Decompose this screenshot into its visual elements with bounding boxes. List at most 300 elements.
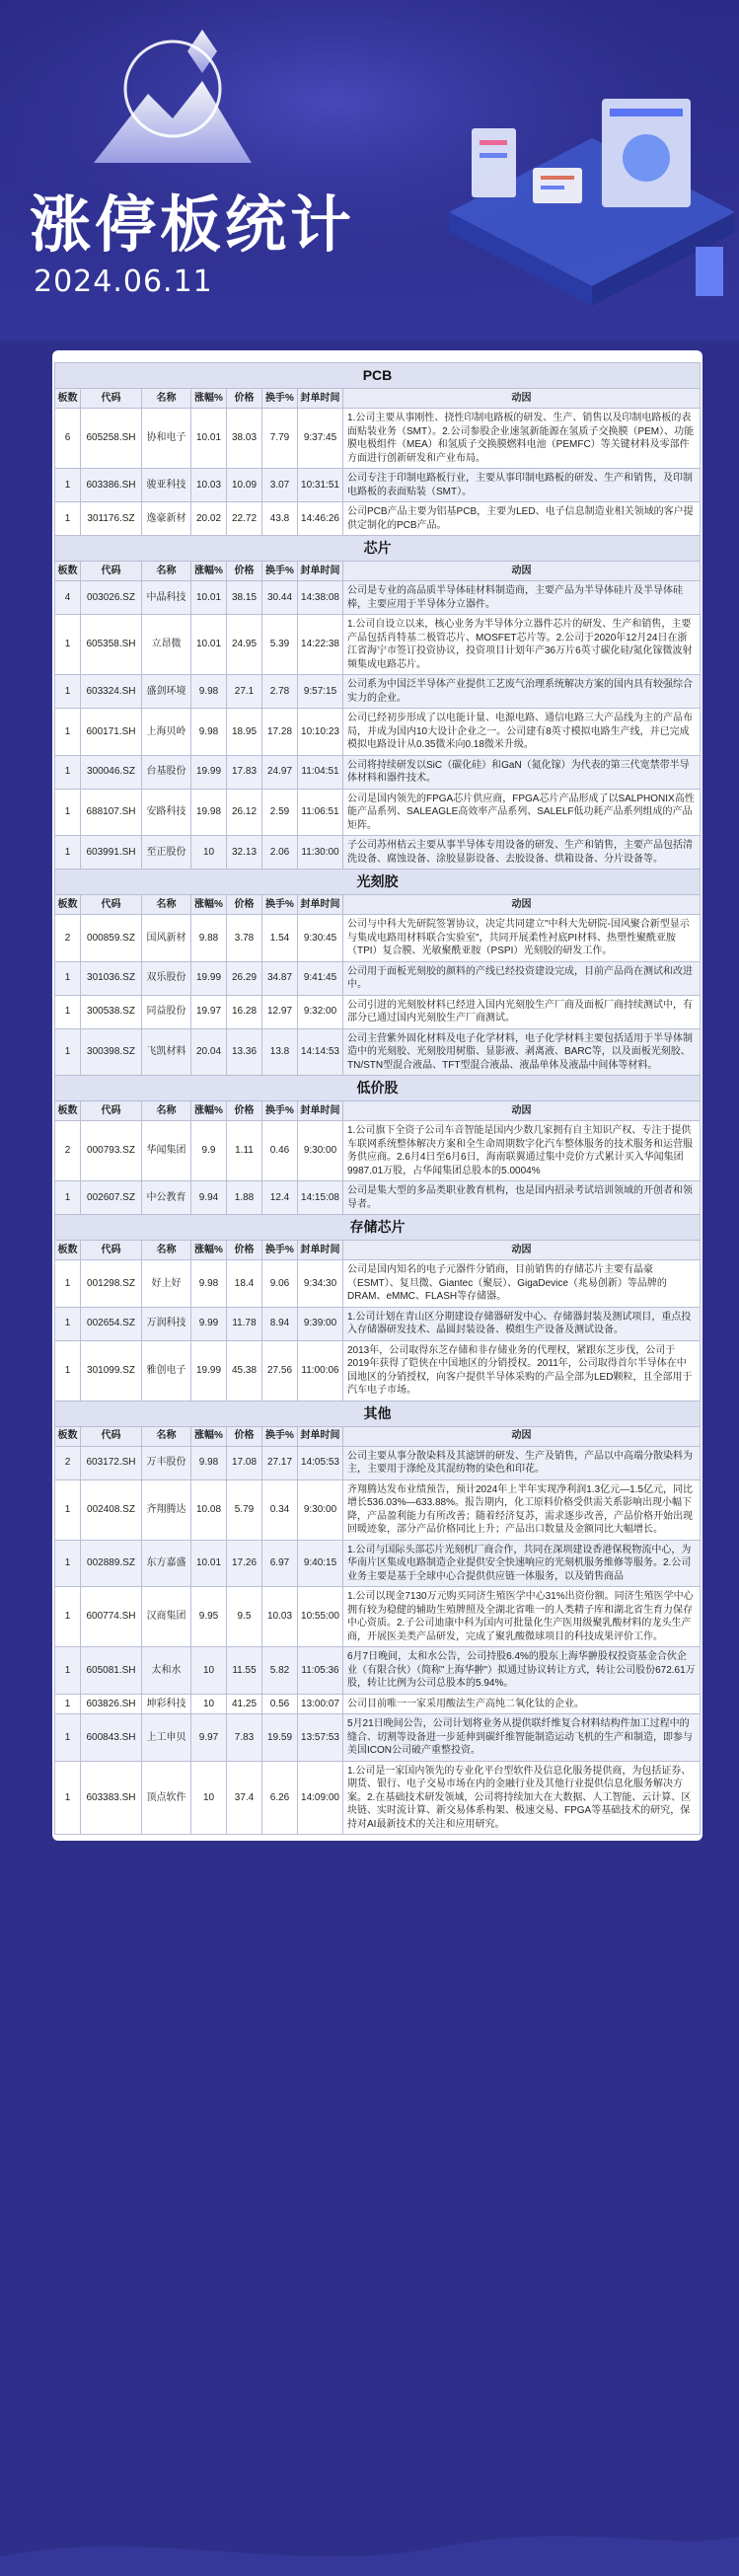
stock-code: 002408.SZ <box>81 1479 142 1540</box>
section-photoresist <box>55 870 701 895</box>
reason: 1.公司是一家国内领先的专业化平台型软件及信息化服务提供商，为包括证券、期货、银行、电子交易市场在内的金融行业及其他行业提供信息化服务解决方案。2.在基础技术研发领域，公司将持续加大在大数据、人工智能、云计算、区块链、实时流计算、新交易体系构架、极速交易、FPGA等基础技术的研究，保持对AI最新技术的关注和应用研究。 <box>343 1761 701 1835</box>
change-pct: 10.08 <box>191 1479 227 1540</box>
header-banner <box>0 0 739 341</box>
seal-time: 13:57:53 <box>298 1714 343 1762</box>
stock-name: 协和电子 <box>142 409 191 469</box>
stock-code: 605081.SH <box>81 1647 142 1695</box>
reason: 子公司苏州桔云主要从事半导体专用设备的研发、生产和销售，主要产品包括清洗设备、腐蚀设备、涂胶显影设备、去胶设备、烘箱设备、分片设备等。 <box>343 836 701 870</box>
reason: 1.公司自设立以来，核心业务为半导体分立器件芯片的研发、生产和销售，主要产品包括肖特基二极管芯片、MOSFET芯片等。2.公司于2020年12月24日在浙江省海宁市签订投资协议，投资项目计划年产36万片6英寸碳化硅/氮化镓微波射频集成电路芯片。 <box>343 615 701 675</box>
price: 11.55 <box>227 1647 262 1695</box>
board-count: 1 <box>55 1340 81 1401</box>
table-row <box>55 1307 701 1340</box>
stock-name: 坤彩科技 <box>142 1694 191 1714</box>
change-pct: 9.94 <box>191 1181 227 1215</box>
board-count: 1 <box>55 1181 81 1215</box>
turnover: 8.94 <box>262 1307 298 1340</box>
stock-code: 300538.SZ <box>81 995 142 1028</box>
change-pct: 10.03 <box>191 469 227 502</box>
report-date: 2024.06.11 <box>34 265 213 299</box>
seal-time: 10:31:51 <box>298 469 343 502</box>
section-title: 存储芯片 <box>55 1215 701 1241</box>
seal-time: 14:05:53 <box>298 1446 343 1479</box>
reason: 公司主营紫外固化材料及电子化学材料，电子化学材料主要包括适用于半导体制造中的光刻胶、光刻胶用树脂、显影液、剥离液、BARC等，以及面板光刻胶、TN/STN型混合液晶、TFT型混合液晶、液晶单体及液晶中间体等材料。 <box>343 1028 701 1076</box>
col-price: 价格 <box>227 1101 262 1121</box>
col-seal-time: 封单时间 <box>298 389 343 409</box>
seal-time: 11:05:36 <box>298 1647 343 1695</box>
stock-code: 000793.SZ <box>81 1121 142 1181</box>
board-count: 1 <box>55 675 81 709</box>
board-count: 1 <box>55 1028 81 1076</box>
section-memory-chip <box>55 1215 701 1241</box>
stock-name: 至正股份 <box>142 836 191 870</box>
reason: 公司用于面板光刻胶的颜料的产线已经投资建设完成，目前产品尚在测试和改进中。 <box>343 961 701 995</box>
turnover: 27.56 <box>262 1340 298 1401</box>
seal-time: 9:30:00 <box>298 1121 343 1181</box>
price: 38.15 <box>227 581 262 615</box>
col-name: 名称 <box>142 1241 191 1260</box>
section-other <box>55 1401 701 1426</box>
turnover: 5.39 <box>262 615 298 675</box>
change-pct: 19.98 <box>191 789 227 836</box>
turnover: 17.28 <box>262 709 298 756</box>
col-change-pct: 涨幅% <box>191 1101 227 1121</box>
reason: 公司是集大型的多品类职业教育机构，也是国内招录考试培训领域的开创者和领导者。 <box>343 1181 701 1215</box>
change-pct: 9.95 <box>191 1587 227 1647</box>
table-row <box>55 1028 701 1076</box>
seal-time: 9:39:00 <box>298 1307 343 1340</box>
col-change-pct: 涨幅% <box>191 562 227 581</box>
change-pct: 10 <box>191 1694 227 1714</box>
stock-name: 逸豪新材 <box>142 502 191 536</box>
seal-time: 11:30:00 <box>298 836 343 870</box>
stock-code: 603386.SH <box>81 469 142 502</box>
turnover: 27.17 <box>262 1446 298 1479</box>
table-row <box>55 1714 701 1762</box>
table-row <box>55 1761 701 1835</box>
col-price: 价格 <box>227 562 262 581</box>
col-name: 名称 <box>142 562 191 581</box>
reason: 5月21日晚间公告，公司计划将业务从提供联纤维复合材料结构件加工过程中的缝合、切割等设备进一步延伸到碳纤维智能制造运动飞机的生产和制造，即参与美国ICON公司破产重整投资。 <box>343 1714 701 1762</box>
stock-code: 002889.SZ <box>81 1540 142 1587</box>
stock-code: 000859.SZ <box>81 915 142 962</box>
stock-name: 中晶科技 <box>142 581 191 615</box>
col-seal-time: 封单时间 <box>298 562 343 581</box>
reason: 6月7日晚间，太和水公告，公司持股6.4%的股东上海华翀股权投资基金合伙企业（有限合伙）（简称"上海华翀"）拟通过协议转让方式，转让公司股份672.61万股，转让比例为公司总股本的5.94%。 <box>343 1647 701 1695</box>
table-row <box>55 709 701 756</box>
turnover: 1.54 <box>262 915 298 962</box>
reason: 公司引进的光刻胶材料已经进入国内光刻胶生产厂商及面板厂商持续测试中，有部分已通过国内光刻胶生产厂商测试。 <box>343 995 701 1028</box>
stock-code: 003026.SZ <box>81 581 142 615</box>
column-header-row <box>55 895 701 915</box>
seal-time: 14:14:53 <box>298 1028 343 1076</box>
col-reason: 动因 <box>343 895 701 915</box>
stock-code: 603826.SH <box>81 1694 142 1714</box>
price: 18.95 <box>227 709 262 756</box>
stock-code: 300398.SZ <box>81 1028 142 1076</box>
table-row <box>55 1121 701 1181</box>
turnover: 0.56 <box>262 1694 298 1714</box>
section-title: 低价股 <box>55 1076 701 1101</box>
board-count: 1 <box>55 1540 81 1587</box>
board-count: 1 <box>55 1479 81 1540</box>
reason: 齐翔腾达发布业绩预告，预计2024年上半年实现净利润1.3亿元—1.5亿元，同比增长536.03%—633.88%。报告期内，化工原料价格受供需关系影响出现小幅下降，产品盈利能力有所改善；随着经济复苏，需求逐步改善，产品价格开始出现回暖迹象，部分产品价格同比上升；产品出口数量及金额同比大幅增长。 <box>343 1479 701 1540</box>
stock-name: 华闻集团 <box>142 1121 191 1181</box>
page-title: 涨停板统计 <box>30 189 356 261</box>
stock-code: 600774.SH <box>81 1587 142 1647</box>
stock-code: 301099.SZ <box>81 1340 142 1401</box>
stock-name: 上工申贝 <box>142 1714 191 1762</box>
table-row <box>55 1647 701 1695</box>
footer-wave-decoration <box>0 2517 739 2576</box>
change-pct: 10 <box>191 836 227 870</box>
reason: 1.公司计划在青山区分期建设存储器研发中心、存储器封装及测试项目，重点投入存储器研发技术、晶圆封装设备、模组生产设备及测试设备。 <box>343 1307 701 1340</box>
seal-time: 9:57:15 <box>298 675 343 709</box>
change-pct: 10 <box>191 1761 227 1835</box>
turnover: 13.8 <box>262 1028 298 1076</box>
turnover: 10.03 <box>262 1587 298 1647</box>
col-name: 名称 <box>142 1426 191 1446</box>
seal-time: 14:46:26 <box>298 502 343 536</box>
table-row <box>55 1340 701 1401</box>
reason: 公司是专业的高品质半导体硅材料制造商，主要产品为半导体硅片及半导体硅棒，主要应用于半导体分立器件。 <box>343 581 701 615</box>
change-pct: 10.01 <box>191 1540 227 1587</box>
reason: 1.公司与国际头部芯片光刻机厂商合作，共同在深圳建设香港保税物流中心，为华南片区集成电路制造企业提供安全快速响应的光刻机服务维修等服务。2.公司业务主要是基于全球中心合提供供应链一体服务，以及销售商品 <box>343 1540 701 1587</box>
turnover: 24.97 <box>262 755 298 789</box>
table-row <box>55 1260 701 1308</box>
turnover: 2.59 <box>262 789 298 836</box>
stock-code: 603383.SH <box>81 1761 142 1835</box>
stock-name: 国风新材 <box>142 915 191 962</box>
turnover: 19.59 <box>262 1714 298 1762</box>
col-change-pct: 涨幅% <box>191 1241 227 1260</box>
turnover: 0.34 <box>262 1479 298 1540</box>
col-change-pct: 涨幅% <box>191 389 227 409</box>
change-pct: 19.99 <box>191 755 227 789</box>
price: 17.08 <box>227 1446 262 1479</box>
stock-code: 002654.SZ <box>81 1307 142 1340</box>
col-code: 代码 <box>81 562 142 581</box>
col-turnover: 换手% <box>262 389 298 409</box>
seal-time: 9:41:45 <box>298 961 343 995</box>
seal-time: 9:40:15 <box>298 1540 343 1587</box>
change-pct: 20.02 <box>191 502 227 536</box>
change-pct: 20.04 <box>191 1028 227 1076</box>
section-pcb <box>55 363 701 389</box>
board-count: 1 <box>55 961 81 995</box>
board-count: 1 <box>55 709 81 756</box>
col-code: 代码 <box>81 1101 142 1121</box>
price: 41.25 <box>227 1694 262 1714</box>
table-row <box>55 469 701 502</box>
section-low-price <box>55 1076 701 1101</box>
price: 37.4 <box>227 1761 262 1835</box>
board-count: 1 <box>55 1260 81 1308</box>
table-row <box>55 755 701 789</box>
stock-name: 骏亚科技 <box>142 469 191 502</box>
column-header-row <box>55 389 701 409</box>
stock-name: 同益股份 <box>142 995 191 1028</box>
stock-name: 台基股份 <box>142 755 191 789</box>
table-row <box>55 1587 701 1647</box>
col-seal-time: 封单时间 <box>298 895 343 915</box>
col-reason: 动因 <box>343 1241 701 1260</box>
stock-name: 安路科技 <box>142 789 191 836</box>
turnover: 12.97 <box>262 995 298 1028</box>
limit-up-table-card <box>52 350 702 1841</box>
stock-code: 300046.SZ <box>81 755 142 789</box>
seal-time: 11:04:51 <box>298 755 343 789</box>
board-count: 2 <box>55 915 81 962</box>
stock-name: 上海贝岭 <box>142 709 191 756</box>
change-pct: 9.9 <box>191 1121 227 1181</box>
table-row <box>55 615 701 675</box>
table-body <box>55 363 701 1835</box>
board-count: 1 <box>55 995 81 1028</box>
col-price: 价格 <box>227 1241 262 1260</box>
stock-name: 万润科技 <box>142 1307 191 1340</box>
col-turnover: 换手% <box>262 1426 298 1446</box>
reason: 公司将持续研发以SiC（碳化硅）和GaN（氮化镓）为代表的第三代宽禁带半导体材料和器件技术。 <box>343 755 701 789</box>
price: 38.03 <box>227 409 262 469</box>
col-code: 代码 <box>81 389 142 409</box>
stock-code: 001298.SZ <box>81 1260 142 1308</box>
turnover: 6.97 <box>262 1540 298 1587</box>
column-header-row <box>55 1241 701 1260</box>
turnover: 43.8 <box>262 502 298 536</box>
col-reason: 动因 <box>343 389 701 409</box>
stock-code: 002607.SZ <box>81 1181 142 1215</box>
board-count: 1 <box>55 1647 81 1695</box>
change-pct: 9.98 <box>191 675 227 709</box>
col-reason: 动因 <box>343 562 701 581</box>
price: 1.11 <box>227 1121 262 1181</box>
price: 3.78 <box>227 915 262 962</box>
reason: 公司是国内领先的FPGA芯片供应商，FPGA芯片产品形成了以SALPHONIX高性能产品系列、SALEAGLE高效率产品系列、SALELF低功耗产品系列组成的产品矩阵。 <box>343 789 701 836</box>
board-count: 1 <box>55 789 81 836</box>
turnover: 0.46 <box>262 1121 298 1181</box>
stock-name: 好上好 <box>142 1260 191 1308</box>
change-pct: 10.01 <box>191 581 227 615</box>
price: 17.83 <box>227 755 262 789</box>
price: 32.13 <box>227 836 262 870</box>
table-row <box>55 915 701 962</box>
seal-time: 9:37:45 <box>298 409 343 469</box>
limit-up-table <box>54 362 701 1835</box>
board-count: 2 <box>55 1446 81 1479</box>
col-board-count: 板数 <box>55 1241 81 1260</box>
stock-name: 双乐股份 <box>142 961 191 995</box>
stock-name: 太和水 <box>142 1647 191 1695</box>
col-code: 代码 <box>81 1426 142 1446</box>
seal-time: 9:34:30 <box>298 1260 343 1308</box>
seal-time: 10:55:00 <box>298 1587 343 1647</box>
stock-code: 605258.SH <box>81 409 142 469</box>
col-seal-time: 封单时间 <box>298 1426 343 1446</box>
col-reason: 动因 <box>343 1101 701 1121</box>
turnover: 3.07 <box>262 469 298 502</box>
price: 26.12 <box>227 789 262 836</box>
stock-code: 603172.SH <box>81 1446 142 1479</box>
col-board-count: 板数 <box>55 389 81 409</box>
section-title: 其他 <box>55 1401 701 1426</box>
price: 13.36 <box>227 1028 262 1076</box>
col-board-count: 板数 <box>55 1426 81 1446</box>
price: 22.72 <box>227 502 262 536</box>
seal-time: 9:30:45 <box>298 915 343 962</box>
col-code: 代码 <box>81 895 142 915</box>
col-board-count: 板数 <box>55 1101 81 1121</box>
stock-code: 605358.SH <box>81 615 142 675</box>
col-turnover: 换手% <box>262 562 298 581</box>
reason: 公司目前唯一一家采用酸法生产高纯二氧化钛的企业。 <box>343 1694 701 1714</box>
stock-code: 301176.SZ <box>81 502 142 536</box>
reason: 公司主要从事分散染料及其滤饼的研发、生产及销售，产品以中高端分散染料为主，主要用于涤纶及其混纺物的染色和印花。 <box>343 1446 701 1479</box>
board-count: 1 <box>55 502 81 536</box>
stock-name: 飞凯材料 <box>142 1028 191 1076</box>
change-pct: 9.98 <box>191 709 227 756</box>
board-count: 1 <box>55 836 81 870</box>
stock-name: 东方嘉盛 <box>142 1540 191 1587</box>
stock-name: 汉商集团 <box>142 1587 191 1647</box>
reason: 公司PCB产品主要为铝基PCB，主要为LED、电子信息制造业相关领域的客户提供定制化的PCB产品。 <box>343 502 701 536</box>
board-count: 1 <box>55 615 81 675</box>
table-row <box>55 1540 701 1587</box>
change-pct: 9.99 <box>191 1307 227 1340</box>
col-turnover: 换手% <box>262 895 298 915</box>
board-count: 1 <box>55 1761 81 1835</box>
price: 17.26 <box>227 1540 262 1587</box>
board-count: 1 <box>55 1587 81 1647</box>
change-pct: 10.01 <box>191 615 227 675</box>
board-count: 1 <box>55 755 81 789</box>
board-count: 1 <box>55 469 81 502</box>
turnover: 30.44 <box>262 581 298 615</box>
col-seal-time: 封单时间 <box>298 1241 343 1260</box>
turnover: 6.26 <box>262 1761 298 1835</box>
stock-name: 齐翔腾达 <box>142 1479 191 1540</box>
stock-code: 600171.SH <box>81 709 142 756</box>
table-row <box>55 409 701 469</box>
turnover: 9.06 <box>262 1260 298 1308</box>
stock-name: 中公教育 <box>142 1181 191 1215</box>
turnover: 7.79 <box>262 409 298 469</box>
turnover: 12.4 <box>262 1181 298 1215</box>
price: 1.88 <box>227 1181 262 1215</box>
board-count: 1 <box>55 1694 81 1714</box>
price: 16.28 <box>227 995 262 1028</box>
price: 11.78 <box>227 1307 262 1340</box>
section-title: 芯片 <box>55 536 701 562</box>
table-row <box>55 789 701 836</box>
stock-name: 立昂微 <box>142 615 191 675</box>
reason: 1.公司以现金7130万元购买同济生殖医学中心31%出资份额。同济生殖医学中心拥有较为稳健的辅助生殖牌照及全湖北省唯一的人类精子库和湖北省生育力保存中心资质。2.子公司迪康中科为国内可批量化生产医用级聚乳酸材料的龙头生产商，开展医美类产品研发，完成了聚乳酸微球项目的科技成果评价工作。 <box>343 1587 701 1647</box>
change-pct: 10 <box>191 1647 227 1695</box>
col-code: 代码 <box>81 1241 142 1260</box>
board-count: 2 <box>55 1121 81 1181</box>
col-turnover: 换手% <box>262 1241 298 1260</box>
seal-time: 11:06:51 <box>298 789 343 836</box>
col-name: 名称 <box>142 895 191 915</box>
reason: 公司系为中国泛半导体产业提供工艺废气治理系统解决方案的国内具有较强综合实力的企业。 <box>343 675 701 709</box>
price: 5.79 <box>227 1479 262 1540</box>
reason: 1.公司主要从事刚性、挠性印制电路板的研发、生产、销售以及印制电路板的表面贴装业务（SMT）。2.公司参股企业速氢新能源在氢质子交换膜（PEM）、功能膜电极组件（MEA）和氢质子交换膜燃料电池（PEMFC）等关键材料及零部件方面进行创新研发和产业布局。 <box>343 409 701 469</box>
reason: 公司与中科大先研院签署协议，决定共同建立"中科大先研院-国风聚合新型显示与集成电路用材料联合实验室"，共同开展柔性衬底PI材料、热塑性聚酰亚胺（TPI）复合膜、光敏聚酰亚胺（PSPI）光刻胶的研发工作。 <box>343 915 701 962</box>
board-count: 6 <box>55 409 81 469</box>
stock-name: 雅创电子 <box>142 1340 191 1401</box>
price: 27.1 <box>227 675 262 709</box>
col-name: 名称 <box>142 389 191 409</box>
turnover: 2.06 <box>262 836 298 870</box>
seal-time: 14:38:08 <box>298 581 343 615</box>
stock-code: 688107.SH <box>81 789 142 836</box>
change-pct: 10.01 <box>191 409 227 469</box>
price: 9.5 <box>227 1587 262 1647</box>
col-board-count: 板数 <box>55 895 81 915</box>
col-reason: 动因 <box>343 1426 701 1446</box>
table-row <box>55 836 701 870</box>
table-row <box>55 1181 701 1215</box>
table-row <box>55 1446 701 1479</box>
col-change-pct: 涨幅% <box>191 895 227 915</box>
reason: 2013年，公司取得东芝存储和非存储业务的代理权，紧跟东芝步伐，公司于2019年获得了铠侠在中国地区的分销授权。2011年，公司取得首尔半导体在中国地区的分销授权，向客户提供半导体采购的产品全部为LED颗粒，且全部用于汽车电子市场。 <box>343 1340 701 1401</box>
col-turnover: 换手% <box>262 1101 298 1121</box>
stock-code: 603324.SH <box>81 675 142 709</box>
price: 10.09 <box>227 469 262 502</box>
col-name: 名称 <box>142 1101 191 1121</box>
board-count: 1 <box>55 1714 81 1762</box>
table-row <box>55 1479 701 1540</box>
change-pct: 9.98 <box>191 1446 227 1479</box>
change-pct: 19.99 <box>191 961 227 995</box>
price: 7.83 <box>227 1714 262 1762</box>
table-row <box>55 1694 701 1714</box>
stock-name: 万丰股份 <box>142 1446 191 1479</box>
stock-code: 600843.SH <box>81 1714 142 1762</box>
col-seal-time: 封单时间 <box>298 1101 343 1121</box>
col-price: 价格 <box>227 1426 262 1446</box>
price: 26.29 <box>227 961 262 995</box>
column-header-row <box>55 562 701 581</box>
column-header-row <box>55 1101 701 1121</box>
price: 18.4 <box>227 1260 262 1308</box>
table-row <box>55 961 701 995</box>
seal-time: 14:22:38 <box>298 615 343 675</box>
stock-code: 603991.SH <box>81 836 142 870</box>
seal-time: 13:00:07 <box>298 1694 343 1714</box>
table-row <box>55 502 701 536</box>
table-row <box>55 581 701 615</box>
section-title: PCB <box>55 363 701 389</box>
seal-time: 10:10:23 <box>298 709 343 756</box>
col-board-count: 板数 <box>55 562 81 581</box>
turnover: 34.87 <box>262 961 298 995</box>
price: 24.95 <box>227 615 262 675</box>
stock-code: 301036.SZ <box>81 961 142 995</box>
column-header-row <box>55 1426 701 1446</box>
turnover: 2.78 <box>262 675 298 709</box>
stock-name: 顶点软件 <box>142 1761 191 1835</box>
table-row <box>55 675 701 709</box>
change-pct: 19.99 <box>191 1340 227 1401</box>
seal-time: 14:09:00 <box>298 1761 343 1835</box>
reason: 公司已经初步形成了以电能计量、电源电路、通信电路三大产品线为主的产品布局，并成为国内10大设计企业之一。公司建有8英寸模拟电路生产线，并已完成模拟电路设计从0.35微米向0.18微米升级。 <box>343 709 701 756</box>
seal-time: 14:15:08 <box>298 1181 343 1215</box>
table-row <box>55 995 701 1028</box>
reason: 公司是国内知名的电子元器件分销商，目前销售的存储芯片主要有晶豪（ESMT）、复旦微、Giantec（聚辰）、GigaDevice（兆易创新）等品牌的DRAM、eMMC、FLASH等存储器。 <box>343 1260 701 1308</box>
seal-time: 9:30:00 <box>298 1479 343 1540</box>
seal-time: 11:00:06 <box>298 1340 343 1401</box>
reason: 1.公司旗下全资子公司车音智能是国内少数几家拥有自主知识产权、专注于提供车联网系统整体解决方案和全生命周期数字化汽车整体服务的技术服务和运营服务供应商。2.6月4日至6月6日，海南联翼通过集中竞价方式累计买入华闻集团9987.01万股，占华闻集团总股本的5.0004% <box>343 1121 701 1181</box>
